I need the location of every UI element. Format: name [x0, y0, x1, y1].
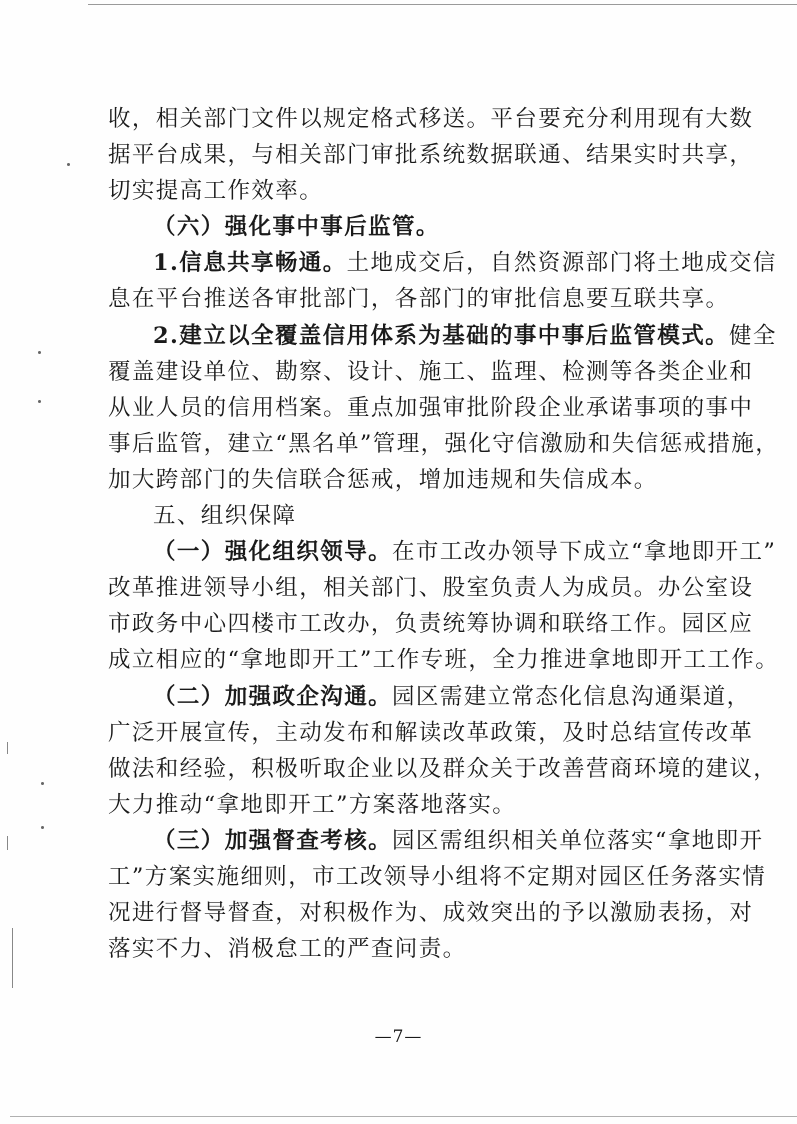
- body-line: [108, 859, 767, 895]
- body-line: [108, 354, 754, 390]
- line-text: 广泛开展宣传，主动发布和解读改革政策，及时总结宣传改革: [108, 719, 754, 746]
- line-text: 土地成交后，自然资源部门将土地成交信: [346, 250, 777, 277]
- body-line: [108, 751, 778, 787]
- line-text: 据平台成果，与相关部门审批系统数据联通、结果实时共享，: [108, 142, 754, 169]
- line-text: 园区需建立常态化信息沟通渠道，: [392, 683, 751, 710]
- body-line: [108, 281, 730, 317]
- bold-label: （三）加强督查考核。: [153, 827, 393, 854]
- line-text: 事后监管，建立“黑名单”管理，强化守信激励和失信惩戒措施，: [108, 430, 780, 457]
- body-line: [108, 787, 708, 823]
- subsection-heading: [108, 209, 708, 245]
- scan-speck: [67, 163, 70, 166]
- line-text: 健全: [729, 322, 777, 349]
- line-text: 改革推进领导小组，相关部门、股室负责人为成员。办公室设: [108, 575, 754, 602]
- body-line: [108, 606, 754, 642]
- line-text: 覆盖建设单位、勘察、设计、施工、监理、检测等各类企业和: [108, 358, 754, 385]
- body-line: [108, 245, 777, 281]
- bold-label: （六）强化事中事后监管。: [153, 214, 440, 241]
- scan-speck: [38, 351, 41, 354]
- line-text: 切实提高工作效率。: [108, 178, 324, 205]
- bold-label: 2.建立以全覆盖信用体系为基础的事中事后监管模式。: [153, 322, 729, 349]
- body-line: [108, 642, 780, 678]
- line-text: 市政务中心四楼市工改办，负责统筹协调和联络工作。园区应: [108, 611, 754, 638]
- scan-bottom-edge: [10, 1116, 797, 1117]
- line-text: 加大跨部门的失信联合惩戒，增加违规和失信成本。: [108, 466, 658, 493]
- line-text: 收，相关部门文件以规定格式移送。平台要充分利用现有大数: [108, 106, 754, 132]
- body-line: [108, 101, 754, 137]
- bold-label: （一）强化组织领导。: [153, 539, 393, 566]
- page-number: —7—: [374, 1027, 423, 1047]
- scan-edge-mark: [12, 928, 13, 988]
- line-text: 息在平台推送各审批部门，各部门的审批信息要互联共享。: [108, 286, 730, 313]
- scan-edge-mark: [7, 836, 8, 850]
- scan-top-edge: [88, 4, 797, 5]
- line-text: 落实不力、消极怠工的严查问责。: [108, 936, 467, 963]
- body-line: [108, 318, 777, 354]
- body-line: [108, 462, 708, 498]
- line-text: 做法和经验，积极听取企业以及群众关于改善营商环境的建议，: [108, 755, 778, 782]
- bold-label: （二）加强政企沟通。: [153, 683, 393, 710]
- scan-speck: [41, 782, 44, 785]
- line-text: 五、组织保障: [153, 503, 297, 530]
- body-line: [108, 931, 708, 967]
- body-line: [108, 534, 777, 570]
- body-line: [108, 390, 754, 426]
- line-text: 在市工改办领导下成立“拿地即开工”: [392, 539, 777, 566]
- body-line: [108, 823, 764, 859]
- scan-speck: [38, 400, 41, 403]
- line-text: 大力推动“拿地即开工”方案落地落实。: [108, 791, 517, 818]
- body-line: [108, 895, 754, 931]
- body-line: [108, 173, 708, 209]
- line-text: 成立相应的“拿地即开工”工作专班，全力推进拿地即开工工作。: [108, 647, 780, 674]
- section-heading: [108, 498, 708, 534]
- scan-speck: [41, 826, 44, 829]
- line-text: 况进行督导督查，对积极作为、成效突出的予以激励表扬，对: [108, 900, 754, 927]
- body-line: [108, 426, 780, 462]
- line-text: 园区需组织相关单位落实“拿地即开: [392, 827, 764, 854]
- bold-label: 1.信息共享畅通。: [153, 250, 347, 277]
- body-line: [108, 570, 754, 606]
- body-line: [108, 137, 754, 173]
- scan-edge-mark: [7, 742, 8, 754]
- body-line: [108, 679, 751, 715]
- body-line: [108, 715, 754, 751]
- line-text: 从业人员的信用档案。重点加强审批阶段企业承诺事项的事中: [108, 394, 754, 421]
- document-body: [108, 101, 780, 967]
- line-text: 工”方案实施细则，市工改领导小组将不定期对园区任务落实情: [108, 863, 767, 890]
